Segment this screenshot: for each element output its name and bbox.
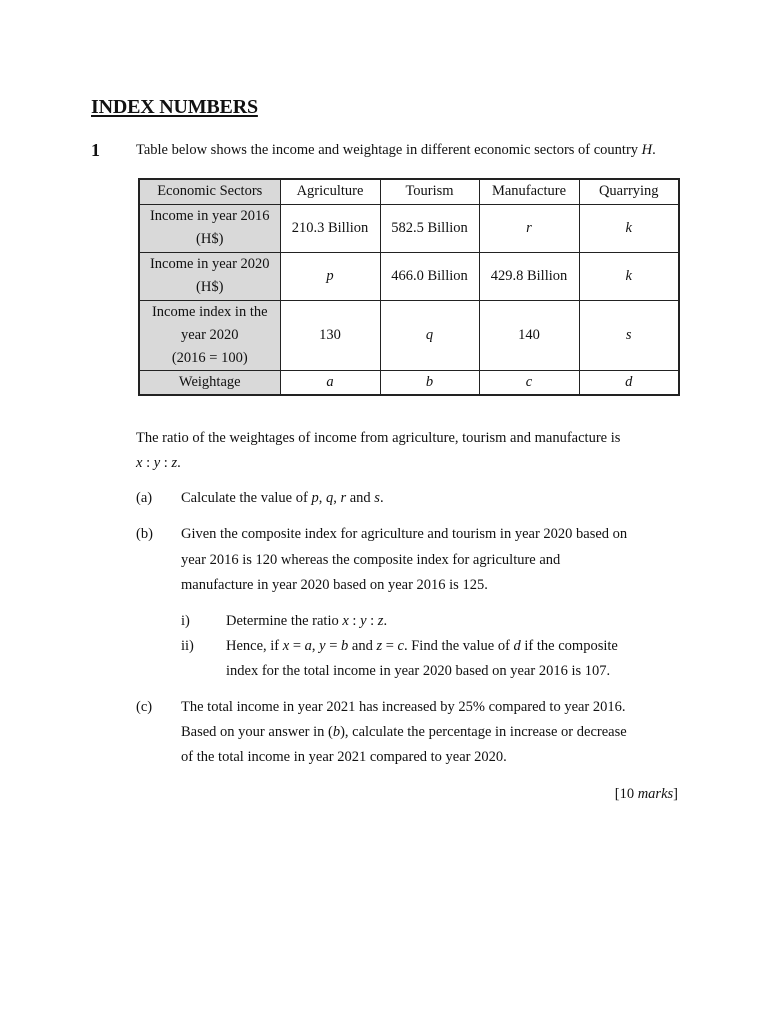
- part-b-label: (b): [136, 526, 153, 542]
- table-cell: 210.3 Billion: [280, 204, 380, 252]
- part-b-i-label: i): [181, 613, 190, 629]
- part-b-i-text: Determine the ratio x : y : z.: [226, 613, 388, 629]
- row-label: Income index in the year 2020 (2016 = 100): [139, 300, 280, 370]
- table-row: [139, 300, 679, 370]
- question-intro: Table below shows the income and weightage in different economic sectors of country H.: [136, 142, 656, 158]
- part-c-line: The total income in year 2021 has increased by 25% compared to year 2016.: [181, 699, 626, 715]
- table-row: [139, 252, 679, 300]
- header-cell: Agriculture: [280, 179, 380, 204]
- part-a-label: (a): [136, 490, 153, 506]
- row-label: Weightage: [139, 370, 280, 395]
- marks-label: [10 marks]: [614, 786, 678, 802]
- table-cell: b: [380, 370, 479, 395]
- sector-table: [138, 178, 680, 396]
- part-b-line: manufacture in year 2020 based on year 2016 is 125.: [181, 577, 488, 593]
- part-b-ii-text: Hence, if x = a, y = b and z = c. Find the value of d if the composite: [226, 638, 618, 654]
- table-cell: 466.0 Billion: [380, 252, 479, 300]
- table-cell: k: [579, 252, 679, 300]
- table-cell: p: [280, 252, 380, 300]
- table-cell: r: [479, 204, 579, 252]
- row-label: Income in year 2020 (H$): [139, 252, 280, 300]
- table-cell: s: [579, 300, 679, 370]
- table-cell: a: [280, 370, 380, 395]
- question-number: 1: [91, 140, 100, 160]
- ratio-statement-line1: The ratio of the weightages of income from agriculture, tourism and manufacture is: [136, 430, 621, 446]
- part-c-label: (c): [136, 699, 153, 715]
- header-cell: Economic Sectors: [139, 179, 280, 204]
- table-row: [139, 370, 679, 395]
- row-label: Income in year 2016 (H$): [139, 204, 280, 252]
- table-header-row: [139, 179, 679, 204]
- table-cell: 429.8 Billion: [479, 252, 579, 300]
- table-cell: c: [479, 370, 579, 395]
- table-cell: d: [579, 370, 679, 395]
- ratio-statement-line2: x : y : z.: [136, 455, 181, 471]
- table-cell: 140: [479, 300, 579, 370]
- part-a-text: Calculate the value of p, q, r and s.: [181, 490, 384, 506]
- part-b-line: Given the composite index for agriculture and tourism in year 2020 based on: [181, 526, 628, 542]
- part-c-line: Based on your answer in (b), calculate the percentage in increase or decrease: [181, 724, 627, 740]
- table-row: [139, 204, 679, 252]
- part-b-ii-label: ii): [181, 638, 194, 654]
- header-cell: Quarrying: [579, 179, 679, 204]
- table-cell: k: [579, 204, 679, 252]
- header-cell: Manufacture: [479, 179, 579, 204]
- table-cell: q: [380, 300, 479, 370]
- table-cell: 130: [280, 300, 380, 370]
- table-cell: 582.5 Billion: [380, 204, 479, 252]
- part-b-ii-line2: index for the total income in year 2020 based on year 2016 is 107.: [226, 663, 611, 679]
- part-c-line: of the total income in year 2021 compared to year 2020.: [181, 749, 507, 765]
- page-title: INDEX NUMBERS: [91, 96, 258, 118]
- header-cell: Tourism: [380, 179, 479, 204]
- part-b-line: year 2016 is 120 whereas the composite index for agriculture and: [181, 552, 561, 568]
